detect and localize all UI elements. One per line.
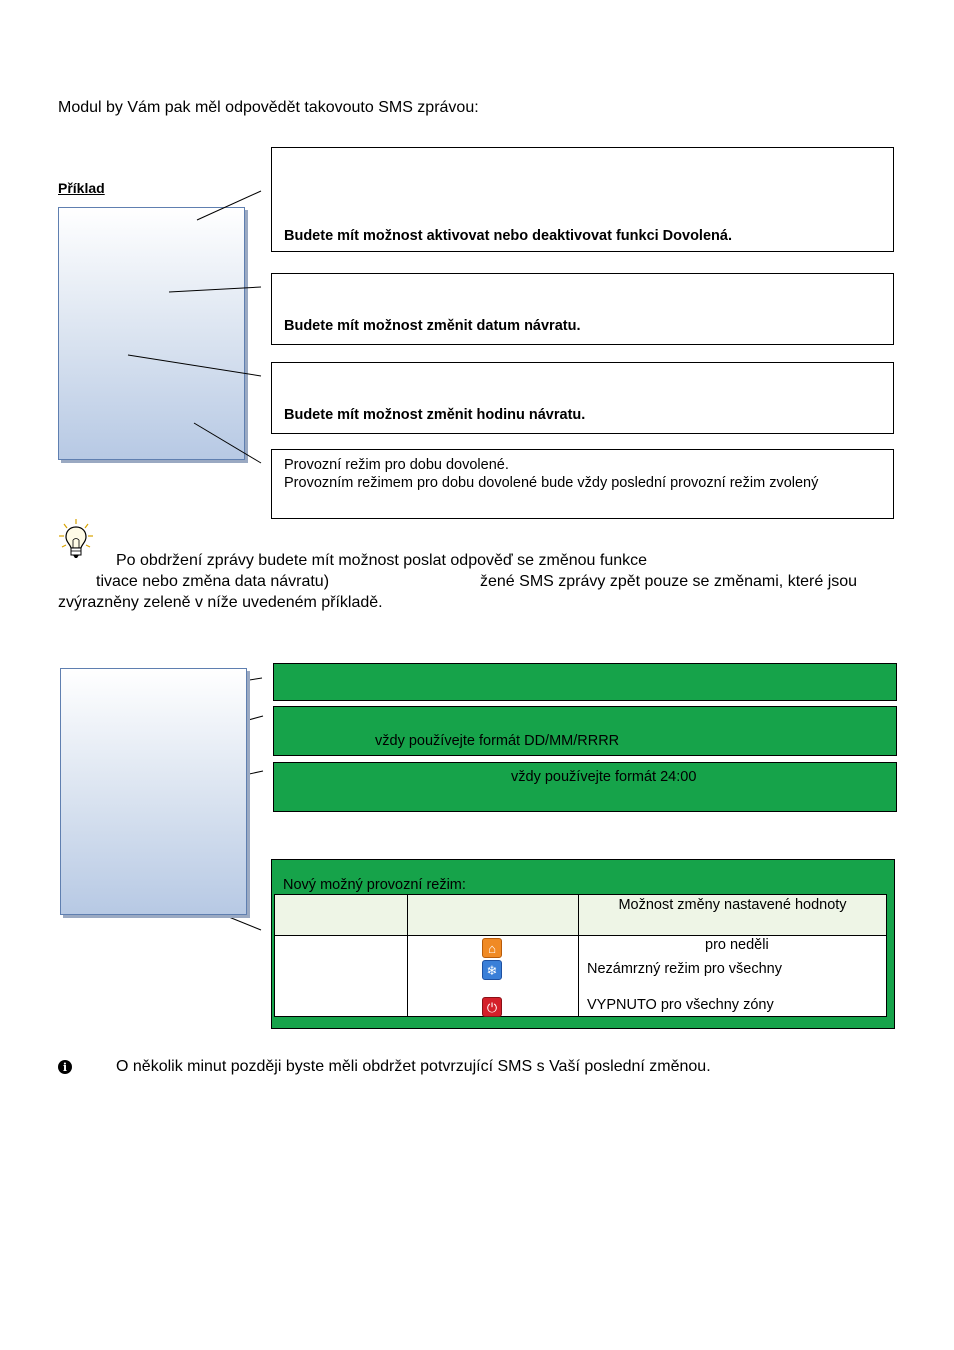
option-frost: Nezámrzný režim pro všechny	[587, 961, 782, 977]
tip-line-3: zvýrazněny zeleně v níže uvedeném příkladě.	[58, 594, 383, 611]
sms-phone-screen-2	[60, 668, 247, 915]
table-cell-options	[579, 936, 887, 1017]
time-format-text: vždy používejte formát 24:00	[511, 769, 697, 785]
table-header-row	[275, 895, 887, 936]
table-header-cell: Možnost změny nastavené hodnoty	[579, 895, 887, 936]
lightbulb-icon	[58, 518, 94, 568]
table-header-cell	[275, 895, 408, 936]
mode-caption: Nový možný provozní režim:	[283, 877, 466, 893]
example-label: Příklad	[58, 180, 105, 196]
connector-line	[169, 287, 261, 292]
table-cell-icons	[408, 936, 579, 1017]
mode-table	[274, 894, 887, 1017]
info-text: O několik minut později byste měli obdržet potvrzující SMS s Vaší poslední změnou.	[116, 1058, 711, 1075]
connector-line	[194, 423, 261, 463]
green-box-mode	[271, 859, 895, 1029]
power-off-icon: ⏻	[482, 997, 502, 1017]
connector-line	[128, 355, 261, 376]
option-sunday: pro neděli	[705, 937, 769, 953]
connector-line	[197, 191, 261, 220]
reply-box-mode-line1: Provozní režim pro dobu dovolené.	[284, 457, 509, 473]
table-row	[275, 936, 887, 1017]
intro-text: Modul by Vám pak měl odpovědět takovouto SMS zprávou:	[58, 99, 479, 116]
reply-box-vacation-text: Budete mít možnost aktivovat nebo deaktivovat funkci Dovolená.	[284, 228, 732, 244]
info-icon: i	[58, 1060, 72, 1074]
option-off: VYPNUTO pro všechny zóny	[587, 997, 774, 1013]
home-icon: ⌂	[482, 938, 502, 958]
green-box-date	[273, 706, 897, 756]
reply-box-return-time-text: Budete mít možnost změnit hodinu návratu.	[284, 407, 586, 423]
green-box-time	[273, 762, 897, 812]
reply-box-return-date-text: Budete mít možnost změnit datum návratu.	[284, 318, 581, 334]
tip-line-1: Po obdržení zprávy budete mít možnost poslat odpověď se změnou funkce	[116, 552, 648, 569]
date-format-text: vždy používejte formát DD/MM/RRRR	[375, 733, 620, 749]
snowflake-icon: ❄	[482, 960, 502, 980]
tip-line-2b: žené SMS zprávy zpět pouze se změnami, které jsou	[480, 573, 858, 590]
reply-box-mode-line2: Provozním režimem pro dobu dovolené bude vždy poslední provozní režim zvolený	[284, 475, 819, 491]
green-box-vacation	[273, 663, 897, 701]
table-header-cell	[408, 895, 579, 936]
tip-line-2a: tivace nebo změna data návratu)	[96, 573, 330, 590]
table-cell	[275, 936, 408, 1017]
